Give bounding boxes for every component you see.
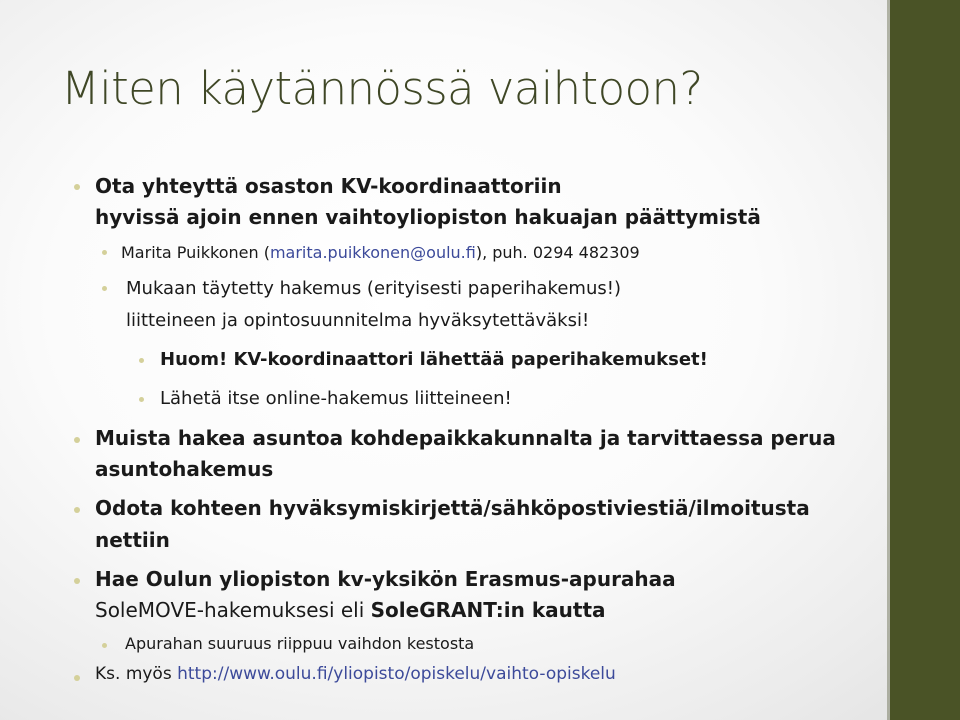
bullet-dot [74,578,80,584]
bullet-dot [139,397,144,402]
see-also-line [95,664,616,684]
note-paper-applications: Huom! KV-koordinaattori lähettää paperihakemukset! [160,349,708,370]
bullet-dot [74,437,80,443]
grant-amount-note: Apurahan suuruus riippuu vaihdon kestosta [125,634,475,653]
bullet-dot [102,250,107,255]
bullet-dot [74,675,80,681]
bullet-2-line-2: asuntohakemus [95,457,274,481]
bullet-dot [74,184,80,190]
bullet-1-line-1: Ota yhteyttä osaston KV-koordinaattoriin [95,174,562,198]
see-also-label: Ks. myös [95,664,178,684]
bullet-4-line-2 [95,598,606,622]
note-online-application: Lähetä itse online-hakemus liitteineen! [160,388,512,409]
solemove-text: SoleMOVE-hakemuksesi eli [95,598,371,622]
bullet-dot [102,286,107,291]
contact-phone: ), puh. 0294 482309 [475,243,640,262]
contact-name: Marita Puikkonen ( [121,243,270,262]
bullet-4-line-1: Hae Oulun yliopiston kv-yksikön Erasmus-apurahaa [95,567,676,591]
exchange-info-link[interactable]: http://www.oulu.fi/yliopisto/opiskelu/vaihto-opiskelu [177,664,616,684]
bullet-3-line-1: Odota kohteen hyväksymiskirjettä/sähköpostiviestiä/ilmoitusta [95,496,810,520]
application-line-2: liitteineen ja opintosuunnitelma hyväksytettäväksi! [126,310,590,331]
bullet-dot [102,643,107,648]
slide-title: Miten käytännössä vaihtoon? [61,62,703,115]
contact-line [121,243,640,262]
solegrant-text: SoleGRANT:in kautta [370,598,606,622]
bullet-1-line-2: hyvissä ajoin ennen vaihtoyliopiston hakuajan päättymistä [95,205,761,229]
right-accent-bar [890,0,960,720]
bullet-dot [74,507,80,513]
bullet-2-line-1: Muista hakea asuntoa kohdepaikkakunnalta ja tarvittaessa perua [95,426,836,450]
application-line-1: Mukaan täytetty hakemus (erityisesti paperihakemus!) [126,278,621,299]
contact-email-link[interactable]: marita.puikkonen@oulu.fi [269,243,476,262]
bullet-dot [139,358,144,363]
bullet-3-line-2: nettiin [95,528,170,552]
